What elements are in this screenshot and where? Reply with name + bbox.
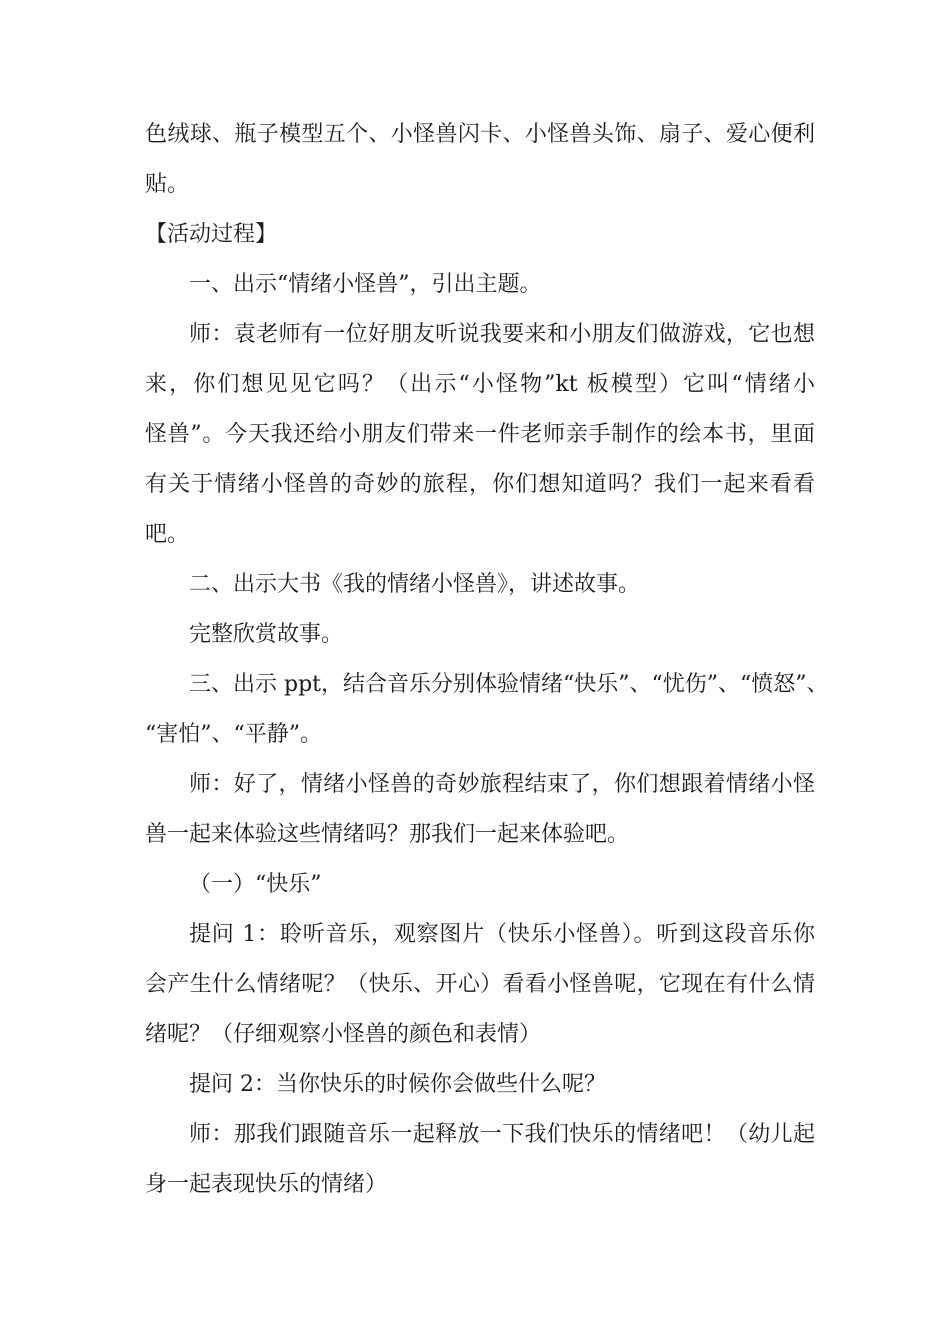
- text-line: 色绒球、瓶子模型五个、小怪兽闪卡、小怪兽头饰、扇子、爱心便利: [145, 122, 815, 147]
- subsection-heading: （一）“快乐”: [189, 872, 322, 897]
- text-line: 来，你们想见见它吗？（出示“小怪物”kt 板模型）它叫“情绪小: [145, 372, 815, 397]
- paragraph-heading: 二、出示大书《我的情绪小怪兽》，讲述故事。: [189, 572, 641, 597]
- text-line: 师：那我们跟随音乐一起释放一下我们快乐的情绪吧！（幼儿起: [189, 1122, 815, 1147]
- section-heading: 【活动过程】: [145, 222, 278, 247]
- text-line: 提问 2：当你快乐的时候你会做些什么呢？: [189, 1072, 606, 1097]
- text-line: 贴。: [145, 172, 190, 197]
- text-line: 绪呢？（仔细观察小怪兽的颜色和表情）: [145, 1022, 542, 1047]
- text-line: 怪兽”。今天我还给小朋友们带来一件老师亲手制作的绘本书，里面: [145, 422, 815, 447]
- paragraph-heading: 三、出示 ppt，结合音乐分别体验情绪“快乐”、“忧伤”、“愤怒”、: [189, 672, 829, 697]
- paragraph-heading: 一、出示“情绪小怪兽”，引出主题。: [189, 272, 542, 297]
- text-line: 吧。: [145, 522, 190, 547]
- text-line: 师：好了，情绪小怪兽的奇妙旅程结束了，你们想跟着情绪小怪: [189, 772, 815, 797]
- text-line: 师：袁老师有一位好朋友听说我要来和小朋友们做游戏，它也想: [189, 322, 815, 347]
- text-line: 兽一起来体验这些情绪吗？那我们一起来体验吧。: [145, 822, 630, 847]
- text-line: 有关于情绪小怪兽的奇妙的旅程，你们想知道吗？我们一起来看看: [145, 472, 815, 497]
- text-line: 会产生什么情绪呢？（快乐、开心）看看小怪兽呢，它现在有什么情: [145, 972, 815, 997]
- text-line: 提问 1：聆听音乐，观察图片（快乐小怪兽）。听到这段音乐你: [189, 922, 815, 947]
- text-line: 完整欣赏故事。: [189, 622, 344, 647]
- text-line: “害怕”、“平静”。: [145, 722, 322, 747]
- text-line: 身一起表现快乐的情绪）: [145, 1172, 388, 1197]
